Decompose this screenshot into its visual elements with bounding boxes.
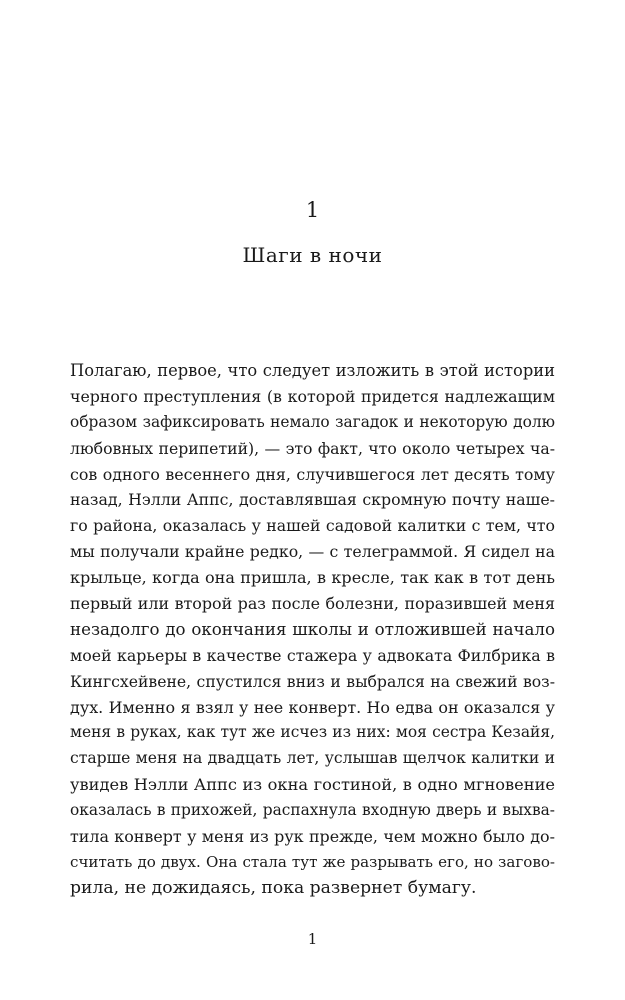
text-line: любовных перипетий), — это факт, что около четырех ча-	[70, 438, 555, 458]
text-line: крыльце, когда она пришла, в кресле, так как в тот день	[70, 568, 555, 588]
text-line: моей карьеры в качестве стажера у адвоката Филбрика в	[70, 645, 555, 665]
text-line: оказалась в прихожей, распахнула входную дверь и выхва-	[70, 801, 555, 820]
page-number: 1	[307, 930, 318, 948]
body-paragraph	[70, 358, 555, 902]
text-line: го района, оказалась у нашей садовой калитки с тем, что	[70, 516, 555, 536]
text-line: дух. Именно я взял у нее конверт. Но едва он оказался у	[70, 697, 555, 717]
text-line: тила конверт у меня из рук прежде, чем можно было до-	[70, 827, 555, 847]
chapter-number: 1	[305, 198, 320, 222]
text-line: мы получали крайне редко, — с телеграммой. Я сидел на	[70, 542, 555, 562]
text-line: черного преступления (в которой придется надлежащим	[70, 386, 555, 406]
text-line: меня в руках, как тут же исчез из них: моя сестра Кезайя,	[70, 723, 555, 742]
text-line: считать до двух. Она стала тут же разрывать его, но загово-	[70, 852, 555, 871]
text-line: Полагаю, первое, что следует изложить в этой истории	[70, 361, 555, 380]
text-line: старше меня на двадцать лет, услышав щелчок калитки и	[70, 749, 555, 768]
text-line: назад, Нэлли Аппс, доставлявшая скромную почту наше-	[70, 490, 555, 510]
text-line: увидев Нэлли Аппс из окна гостиной, в одно мгновение	[70, 775, 555, 795]
text-line: незадолго до окончания школы и отложившей начало	[70, 619, 555, 639]
text-line: рила, не дожидаясь, пока развернет бумагу.	[70, 877, 477, 898]
text-line: сов одного весеннего дня, случившегося лет десять тому	[70, 464, 555, 484]
text-line: Кингсхейвене, спустился вниз и выбрался на свежий воз-	[70, 671, 555, 691]
text-line: первый или второй раз после болезни, поразившей меня	[70, 594, 555, 614]
chapter-title: Шаги в ночи	[242, 243, 383, 267]
text-line: образом зафиксировать немало загадок и некоторую долю	[70, 412, 555, 431]
